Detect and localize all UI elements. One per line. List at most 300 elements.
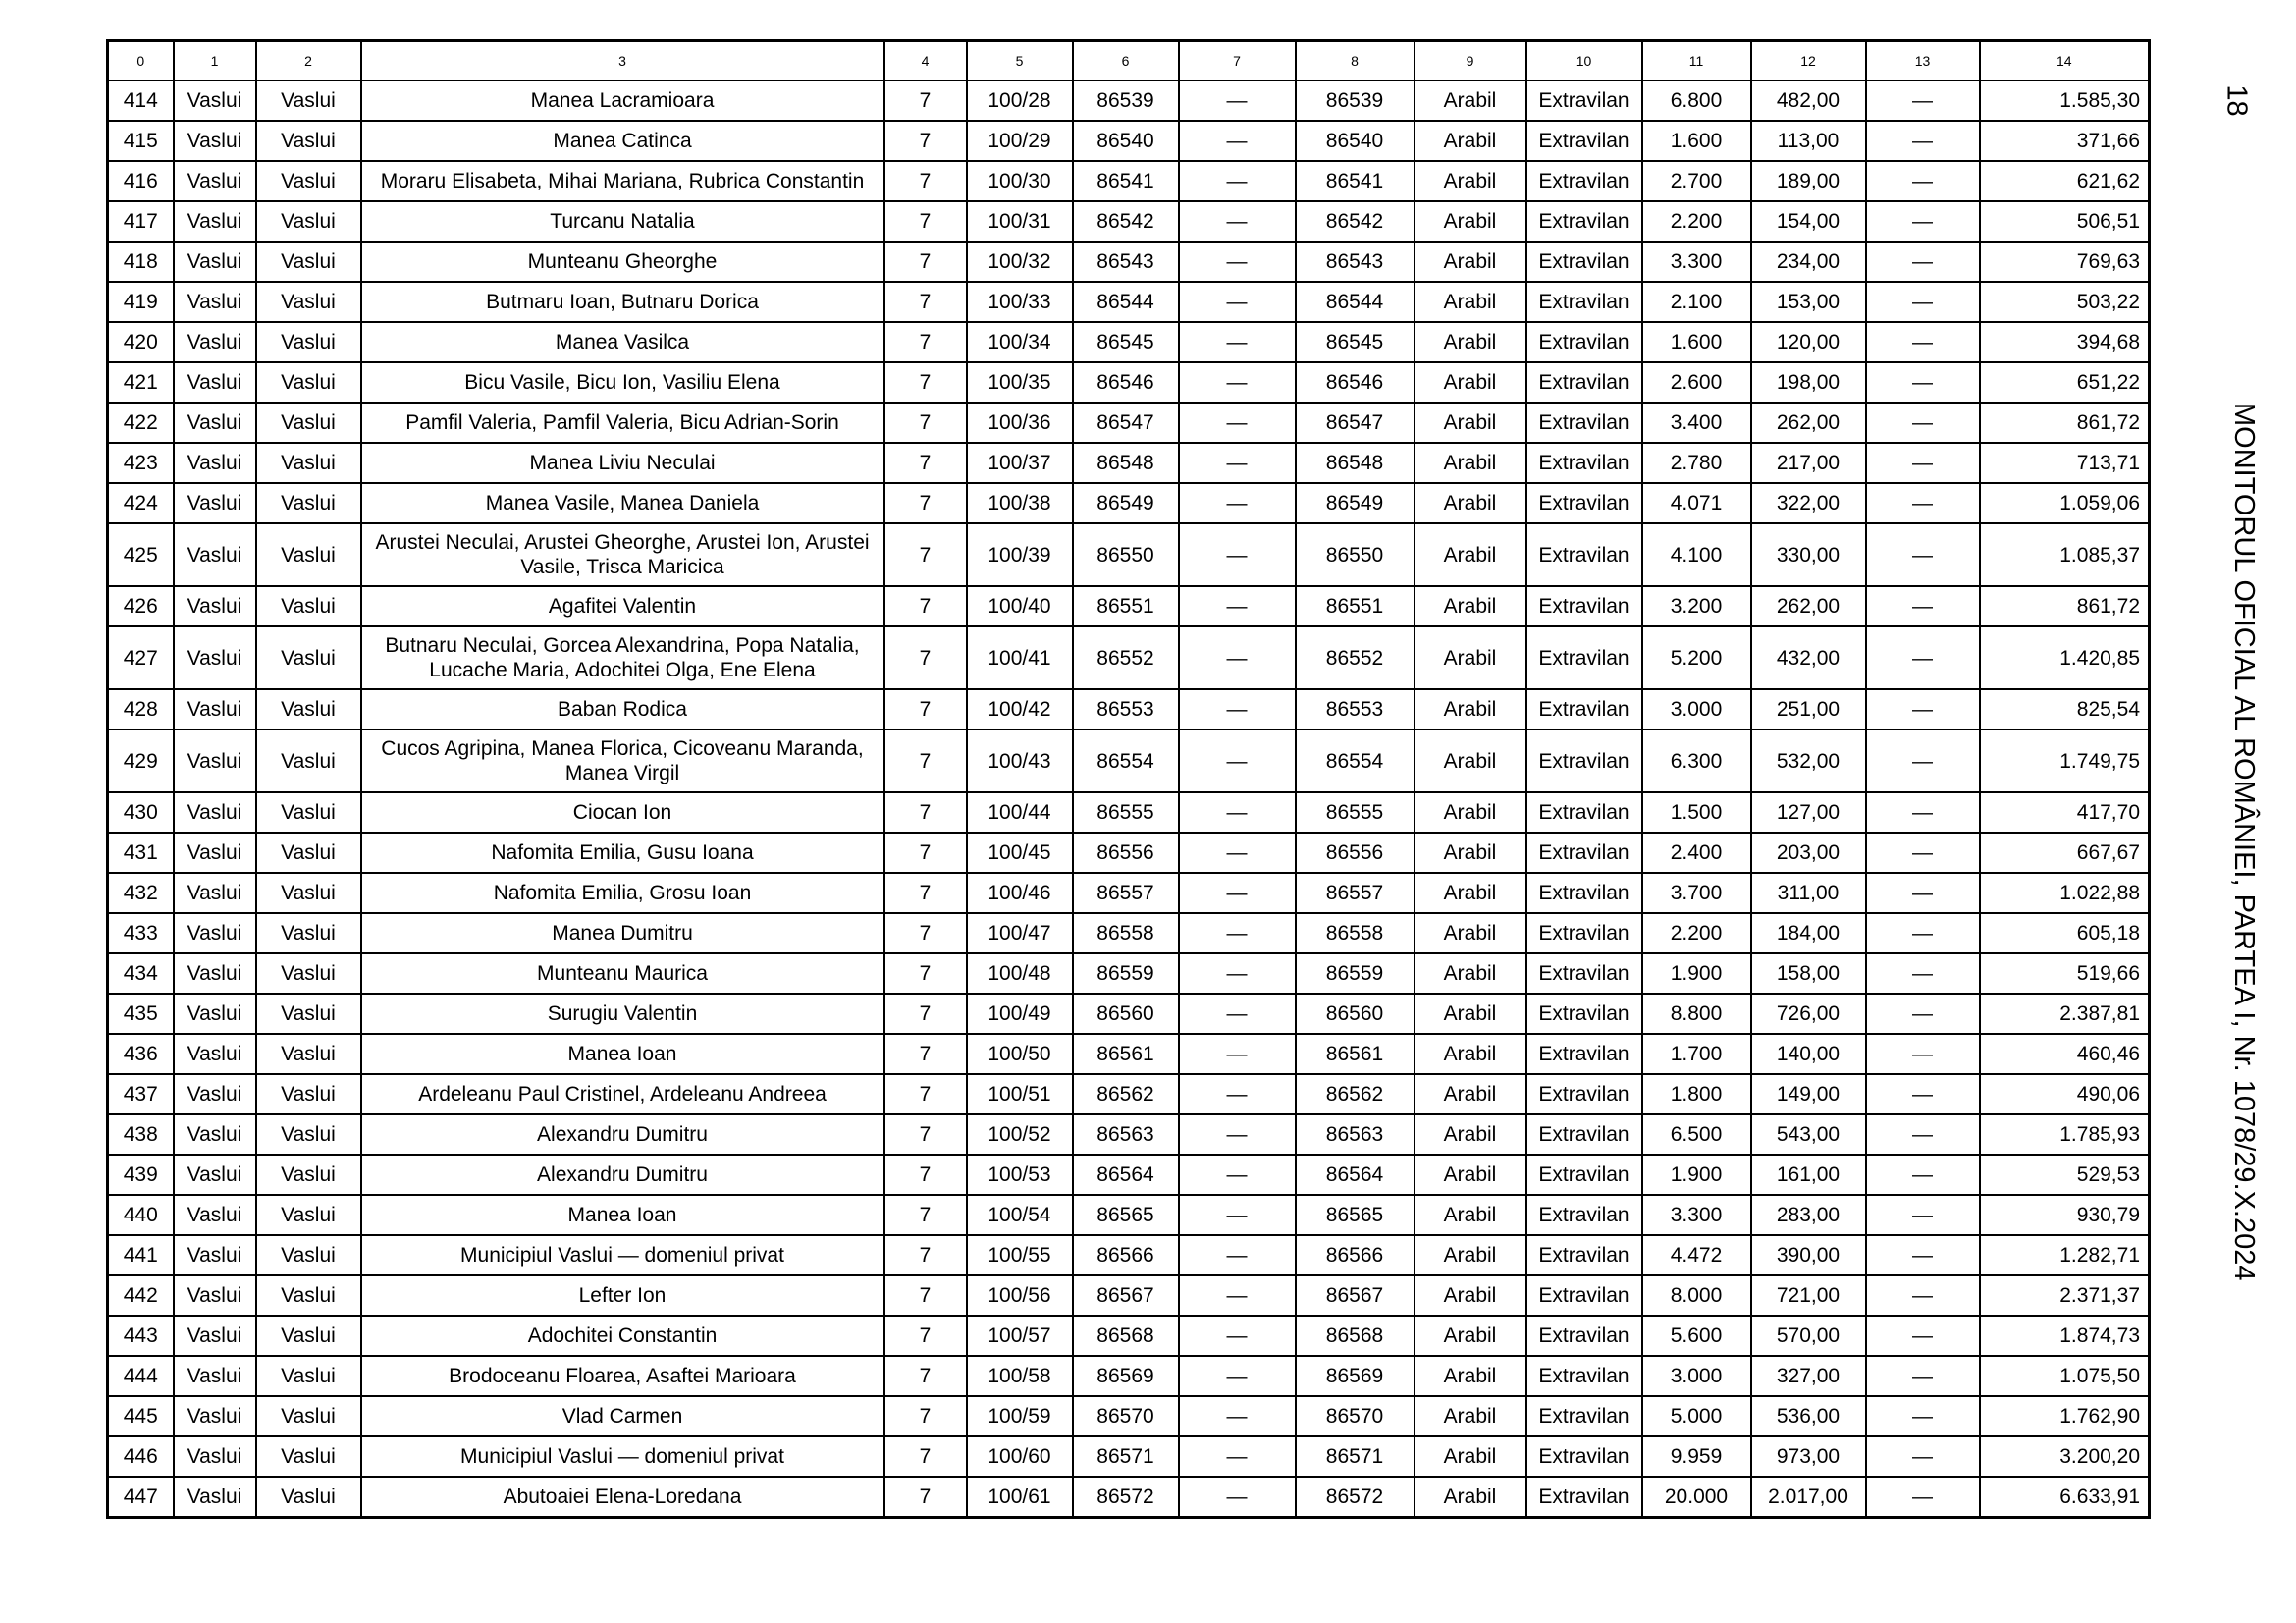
table-cell: Vaslui: [256, 483, 361, 523]
table-row: [108, 362, 2150, 403]
table-cell: Vaslui: [256, 161, 361, 201]
table-cell: —: [1179, 873, 1296, 913]
table-cell: 7: [884, 994, 967, 1034]
table-cell: Lefter Ion: [361, 1275, 884, 1316]
table-cell: Arabil: [1415, 242, 1526, 282]
table-cell: 86566: [1073, 1235, 1179, 1275]
table-cell: 100/28: [967, 81, 1073, 121]
table-cell: 532,00: [1751, 730, 1866, 792]
table-row: [108, 1114, 2150, 1155]
table-cell: 441: [108, 1235, 174, 1275]
table-cell: 100/54: [967, 1195, 1073, 1235]
table-cell: 543,00: [1751, 1114, 1866, 1155]
table-cell: —: [1179, 81, 1296, 121]
table-cell: 7: [884, 483, 967, 523]
table-cell: Arabil: [1415, 1275, 1526, 1316]
table-cell: 447: [108, 1477, 174, 1518]
table-cell: 86550: [1296, 523, 1415, 586]
table-cell: 86541: [1296, 161, 1415, 201]
table-cell: 8.000: [1642, 1275, 1751, 1316]
table-cell: 7: [884, 792, 967, 833]
table-cell: 7: [884, 1316, 967, 1356]
table-cell: 7: [884, 1477, 967, 1518]
table-cell: —: [1179, 1114, 1296, 1155]
table-cell: 7: [884, 833, 967, 873]
table-cell: —: [1179, 913, 1296, 953]
table-cell: Extravilan: [1526, 523, 1642, 586]
table-cell: Vaslui: [256, 403, 361, 443]
table-cell: Ardeleanu Paul Cristinel, Ardeleanu Andreea: [361, 1074, 884, 1114]
table-cell: Vaslui: [256, 121, 361, 161]
table-cell: 100/48: [967, 953, 1073, 994]
table-cell: Vaslui: [256, 1034, 361, 1074]
table-cell: 251,00: [1751, 689, 1866, 730]
table-cell: 1.500: [1642, 792, 1751, 833]
table-cell: 420: [108, 322, 174, 362]
table-cell: 100/41: [967, 626, 1073, 689]
table-cell: Arabil: [1415, 362, 1526, 403]
table-cell: Extravilan: [1526, 626, 1642, 689]
table-cell: Arabil: [1415, 1114, 1526, 1155]
table-cell: —: [1179, 994, 1296, 1034]
table-cell: Vaslui: [256, 1356, 361, 1396]
table-cell: Extravilan: [1526, 1396, 1642, 1436]
table-cell: 7: [884, 81, 967, 121]
table-cell: Vaslui: [256, 242, 361, 282]
table-cell: Arabil: [1415, 161, 1526, 201]
table-cell: Moraru Elisabeta, Mihai Mariana, Rubrica Constantin: [361, 161, 884, 201]
table-cell: Vaslui: [174, 403, 256, 443]
table-cell: 3.300: [1642, 242, 1751, 282]
table-cell: Extravilan: [1526, 1195, 1642, 1235]
table-cell: —: [1866, 994, 1980, 1034]
table-cell: —: [1179, 792, 1296, 833]
table-cell: Vaslui: [174, 873, 256, 913]
table-cell: Arabil: [1415, 523, 1526, 586]
table-cell: 100/51: [967, 1074, 1073, 1114]
table-cell: Abutoaiei Elena-Loredana: [361, 1477, 884, 1518]
column-header: 5: [967, 41, 1073, 81]
table-cell: Extravilan: [1526, 81, 1642, 121]
table-cell: —: [1179, 1074, 1296, 1114]
table-cell: —: [1179, 121, 1296, 161]
table-cell: Surugiu Valentin: [361, 994, 884, 1034]
table-cell: Vaslui: [256, 994, 361, 1034]
table-cell: —: [1179, 833, 1296, 873]
table-cell: 3.400: [1642, 403, 1751, 443]
table-cell: 100/53: [967, 1155, 1073, 1195]
table-cell: Vaslui: [256, 322, 361, 362]
table-cell: 5.200: [1642, 626, 1751, 689]
table-cell: 440: [108, 1195, 174, 1235]
table-cell: Vaslui: [174, 201, 256, 242]
table-row: [108, 282, 2150, 322]
table-cell: 6.500: [1642, 1114, 1751, 1155]
column-header: 3: [361, 41, 884, 81]
table-cell: Vaslui: [256, 1275, 361, 1316]
table-cell: 570,00: [1751, 1316, 1866, 1356]
table-cell: 437: [108, 1074, 174, 1114]
table-cell: Extravilan: [1526, 689, 1642, 730]
table-cell: Vaslui: [174, 1195, 256, 1235]
table-cell: 443: [108, 1316, 174, 1356]
table-cell: 86557: [1296, 873, 1415, 913]
table-cell: Municipiul Vaslui — domeniul privat: [361, 1436, 884, 1477]
table-cell: 86558: [1073, 913, 1179, 953]
table-row: [108, 81, 2150, 121]
table-cell: 861,72: [1980, 586, 2150, 626]
table-cell: 7: [884, 1396, 967, 1436]
table-cell: 120,00: [1751, 322, 1866, 362]
table-cell: 262,00: [1751, 403, 1866, 443]
table-cell: —: [1866, 913, 1980, 953]
table-cell: Vaslui: [174, 1155, 256, 1195]
table-cell: 86555: [1296, 792, 1415, 833]
table-cell: —: [1179, 443, 1296, 483]
table-cell: 7: [884, 953, 967, 994]
table-cell: 100/57: [967, 1316, 1073, 1356]
table-cell: 86565: [1296, 1195, 1415, 1235]
table-cell: Vaslui: [256, 443, 361, 483]
table-cell: Arustei Neculai, Arustei Gheorghe, Arustei Ion, Arustei Vasile, Trisca Maricica: [361, 523, 884, 586]
table-cell: 394,68: [1980, 322, 2150, 362]
table-cell: 86565: [1073, 1195, 1179, 1235]
table-cell: Alexandru Dumitru: [361, 1155, 884, 1195]
table-cell: 100/44: [967, 792, 1073, 833]
table-cell: 1.900: [1642, 1155, 1751, 1195]
table-cell: Manea Vasilca: [361, 322, 884, 362]
table-cell: Arabil: [1415, 1396, 1526, 1436]
table-cell: —: [1179, 523, 1296, 586]
table-cell: —: [1866, 362, 1980, 403]
table-cell: 419: [108, 282, 174, 322]
table-cell: Vlad Carmen: [361, 1396, 884, 1436]
table-cell: —: [1179, 953, 1296, 994]
table-cell: 86562: [1073, 1074, 1179, 1114]
table-cell: 2.387,81: [1980, 994, 2150, 1034]
table-cell: 460,46: [1980, 1034, 2150, 1074]
table-cell: —: [1866, 322, 1980, 362]
table-cell: 503,22: [1980, 282, 2150, 322]
table-cell: Manea Dumitru: [361, 913, 884, 953]
table-cell: Vaslui: [174, 242, 256, 282]
table-cell: 161,00: [1751, 1155, 1866, 1195]
table-cell: Arabil: [1415, 1074, 1526, 1114]
table-row: [108, 322, 2150, 362]
table-cell: 1.085,37: [1980, 523, 2150, 586]
table-cell: Extravilan: [1526, 833, 1642, 873]
table-cell: Baban Rodica: [361, 689, 884, 730]
table-cell: 86546: [1073, 362, 1179, 403]
table-cell: —: [1866, 1235, 1980, 1275]
table-cell: Arabil: [1415, 689, 1526, 730]
table-cell: 100/43: [967, 730, 1073, 792]
table-cell: 154,00: [1751, 201, 1866, 242]
table-cell: Vaslui: [256, 586, 361, 626]
table-cell: 438: [108, 1114, 174, 1155]
table-cell: 86569: [1073, 1356, 1179, 1396]
table-cell: 973,00: [1751, 1436, 1866, 1477]
table-cell: Arabil: [1415, 994, 1526, 1034]
table-cell: Vaslui: [256, 1235, 361, 1275]
page-number: [2220, 84, 2252, 117]
table-cell: Vaslui: [174, 1114, 256, 1155]
table-cell: —: [1179, 1316, 1296, 1356]
table-cell: Vaslui: [174, 1396, 256, 1436]
table-cell: —: [1866, 1155, 1980, 1195]
table-cell: Arabil: [1415, 586, 1526, 626]
table-cell: 100/55: [967, 1235, 1073, 1275]
table-cell: 7: [884, 1074, 967, 1114]
page-number-text: 18: [2220, 84, 2253, 117]
table-cell: 86541: [1073, 161, 1179, 201]
table-cell: 127,00: [1751, 792, 1866, 833]
table-cell: Extravilan: [1526, 586, 1642, 626]
table-cell: 7: [884, 443, 967, 483]
table-cell: Vaslui: [256, 953, 361, 994]
table-cell: —: [1179, 161, 1296, 201]
table-cell: 86544: [1073, 282, 1179, 322]
table-row: [108, 403, 2150, 443]
table-cell: 86561: [1296, 1034, 1415, 1074]
table-cell: —: [1179, 1436, 1296, 1477]
table-cell: Munteanu Gheorghe: [361, 242, 884, 282]
table-cell: 86559: [1296, 953, 1415, 994]
table-cell: Vaslui: [256, 730, 361, 792]
table-cell: 86542: [1296, 201, 1415, 242]
table-cell: 1.762,90: [1980, 1396, 2150, 1436]
table-cell: 86539: [1073, 81, 1179, 121]
table-cell: Vaslui: [174, 1275, 256, 1316]
table-cell: 1.022,88: [1980, 873, 2150, 913]
table-row: [108, 689, 2150, 730]
table-cell: —: [1866, 161, 1980, 201]
table-cell: Extravilan: [1526, 1356, 1642, 1396]
table-cell: Manea Catinca: [361, 121, 884, 161]
table-cell: Vaslui: [174, 1235, 256, 1275]
table-cell: 7: [884, 626, 967, 689]
table-cell: —: [1866, 1074, 1980, 1114]
table-cell: Vaslui: [174, 282, 256, 322]
table-cell: Vaslui: [256, 913, 361, 953]
table-cell: Arabil: [1415, 201, 1526, 242]
table-cell: Extravilan: [1526, 1074, 1642, 1114]
header-row: [108, 41, 2150, 81]
table-cell: 421: [108, 362, 174, 403]
table-cell: 621,62: [1980, 161, 2150, 201]
table-cell: 86561: [1073, 1034, 1179, 1074]
table-cell: —: [1179, 689, 1296, 730]
column-header: 6: [1073, 41, 1179, 81]
table-cell: 3.200: [1642, 586, 1751, 626]
table-cell: Extravilan: [1526, 403, 1642, 443]
table-cell: 86570: [1073, 1396, 1179, 1436]
table-cell: Vaslui: [256, 833, 361, 873]
table-cell: 86554: [1073, 730, 1179, 792]
table-cell: Arabil: [1415, 81, 1526, 121]
table-row: [108, 873, 2150, 913]
table-cell: Extravilan: [1526, 1034, 1642, 1074]
table-cell: Manea Ioan: [361, 1195, 884, 1235]
table-cell: 6.633,91: [1980, 1477, 2150, 1518]
column-header: 1: [174, 41, 256, 81]
table-cell: Extravilan: [1526, 792, 1642, 833]
table-cell: Manea Vasile, Manea Daniela: [361, 483, 884, 523]
table-cell: 442: [108, 1275, 174, 1316]
table-cell: 86563: [1296, 1114, 1415, 1155]
table-row: [108, 121, 2150, 161]
table-cell: 6.800: [1642, 81, 1751, 121]
table-cell: 7: [884, 730, 967, 792]
table-cell: —: [1179, 201, 1296, 242]
table-cell: Vaslui: [174, 161, 256, 201]
table-cell: 7: [884, 282, 967, 322]
column-header: 9: [1415, 41, 1526, 81]
table-cell: 86558: [1296, 913, 1415, 953]
table-cell: 506,51: [1980, 201, 2150, 242]
table-cell: 234,00: [1751, 242, 1866, 282]
table-cell: —: [1866, 1436, 1980, 1477]
table-cell: 86569: [1296, 1356, 1415, 1396]
table-cell: 86559: [1073, 953, 1179, 994]
table-cell: Vaslui: [174, 730, 256, 792]
column-header: 0: [108, 41, 174, 81]
table-cell: 100/35: [967, 362, 1073, 403]
table-cell: 86550: [1073, 523, 1179, 586]
table-cell: 158,00: [1751, 953, 1866, 994]
table-cell: Arabil: [1415, 730, 1526, 792]
table-cell: —: [1866, 689, 1980, 730]
table-cell: Vaslui: [256, 362, 361, 403]
table-cell: 100/38: [967, 483, 1073, 523]
table-cell: Arabil: [1415, 913, 1526, 953]
table-cell: Adochitei Constantin: [361, 1316, 884, 1356]
table-cell: 529,53: [1980, 1155, 2150, 1195]
table-cell: Arabil: [1415, 322, 1526, 362]
table-cell: 426: [108, 586, 174, 626]
table-cell: Vaslui: [256, 1155, 361, 1195]
table-cell: —: [1179, 1477, 1296, 1518]
table-cell: 86543: [1296, 242, 1415, 282]
column-header: 8: [1296, 41, 1415, 81]
table-cell: 417,70: [1980, 792, 2150, 833]
table-cell: Vaslui: [174, 689, 256, 730]
table-cell: Arabil: [1415, 1235, 1526, 1275]
table-cell: 86553: [1296, 689, 1415, 730]
table-cell: Extravilan: [1526, 913, 1642, 953]
table-cell: 86549: [1296, 483, 1415, 523]
table-cell: 429: [108, 730, 174, 792]
table-cell: —: [1179, 242, 1296, 282]
table-cell: 424: [108, 483, 174, 523]
table-cell: 2.600: [1642, 362, 1751, 403]
table-cell: Pamfil Valeria, Pamfil Valeria, Bicu Adrian-Sorin: [361, 403, 884, 443]
table-cell: Vaslui: [256, 1195, 361, 1235]
table-cell: Vaslui: [174, 523, 256, 586]
column-header: 13: [1866, 41, 1980, 81]
table-cell: —: [1866, 1195, 1980, 1235]
table-cell: —: [1866, 792, 1980, 833]
table-cell: 1.600: [1642, 322, 1751, 362]
column-header: 11: [1642, 41, 1751, 81]
table-cell: 1.075,50: [1980, 1356, 2150, 1396]
table-row: [108, 953, 2150, 994]
table-cell: 1.900: [1642, 953, 1751, 994]
table-cell: —: [1866, 1316, 1980, 1356]
table-row: [108, 1195, 2150, 1235]
table-cell: Extravilan: [1526, 1477, 1642, 1518]
table-cell: 86563: [1073, 1114, 1179, 1155]
table-cell: 7: [884, 689, 967, 730]
table-row: [108, 161, 2150, 201]
table-cell: —: [1179, 1356, 1296, 1396]
table-cell: —: [1866, 201, 1980, 242]
table-cell: Vaslui: [256, 1477, 361, 1518]
table-cell: 432,00: [1751, 626, 1866, 689]
table-cell: Vaslui: [174, 362, 256, 403]
table-cell: 1.700: [1642, 1034, 1751, 1074]
table-cell: Arabil: [1415, 443, 1526, 483]
table-cell: 1.800: [1642, 1074, 1751, 1114]
table-cell: —: [1866, 1396, 1980, 1436]
table-cell: 431: [108, 833, 174, 873]
table-cell: 100/58: [967, 1356, 1073, 1396]
table-cell: 444: [108, 1356, 174, 1396]
table-cell: 100/39: [967, 523, 1073, 586]
table-cell: —: [1179, 1275, 1296, 1316]
table-cell: 861,72: [1980, 403, 2150, 443]
table-row: [108, 626, 2150, 689]
table-cell: 86567: [1073, 1275, 1179, 1316]
table-cell: 7: [884, 913, 967, 953]
table-row: [108, 730, 2150, 792]
table-cell: —: [1179, 403, 1296, 443]
table-cell: Extravilan: [1526, 121, 1642, 161]
table-cell: 651,22: [1980, 362, 2150, 403]
table-cell: 86571: [1296, 1436, 1415, 1477]
table-cell: Vaslui: [256, 81, 361, 121]
table-cell: —: [1866, 121, 1980, 161]
table-cell: Extravilan: [1526, 1155, 1642, 1195]
table-cell: Manea Liviu Neculai: [361, 443, 884, 483]
table-row: [108, 1034, 2150, 1074]
table-cell: 435: [108, 994, 174, 1034]
table-cell: 100/59: [967, 1396, 1073, 1436]
table-cell: 86552: [1073, 626, 1179, 689]
table-cell: —: [1179, 362, 1296, 403]
table-cell: —: [1179, 1034, 1296, 1074]
table-cell: Vaslui: [256, 282, 361, 322]
table-cell: —: [1179, 483, 1296, 523]
table-cell: 86546: [1296, 362, 1415, 403]
table-cell: Vaslui: [256, 873, 361, 913]
table-cell: 100/36: [967, 403, 1073, 443]
table-cell: 721,00: [1751, 1275, 1866, 1316]
table-cell: Arabil: [1415, 1477, 1526, 1518]
table-cell: —: [1866, 1114, 1980, 1155]
table-cell: 2.200: [1642, 913, 1751, 953]
table-cell: 100/47: [967, 913, 1073, 953]
table-cell: Arabil: [1415, 1034, 1526, 1074]
table-cell: 330,00: [1751, 523, 1866, 586]
table-cell: 2.700: [1642, 161, 1751, 201]
table-cell: 4.472: [1642, 1235, 1751, 1275]
table-cell: 423: [108, 443, 174, 483]
table-cell: 519,66: [1980, 953, 2150, 994]
table-cell: 86547: [1073, 403, 1179, 443]
table-row: [108, 1155, 2150, 1195]
table-cell: Arabil: [1415, 953, 1526, 994]
